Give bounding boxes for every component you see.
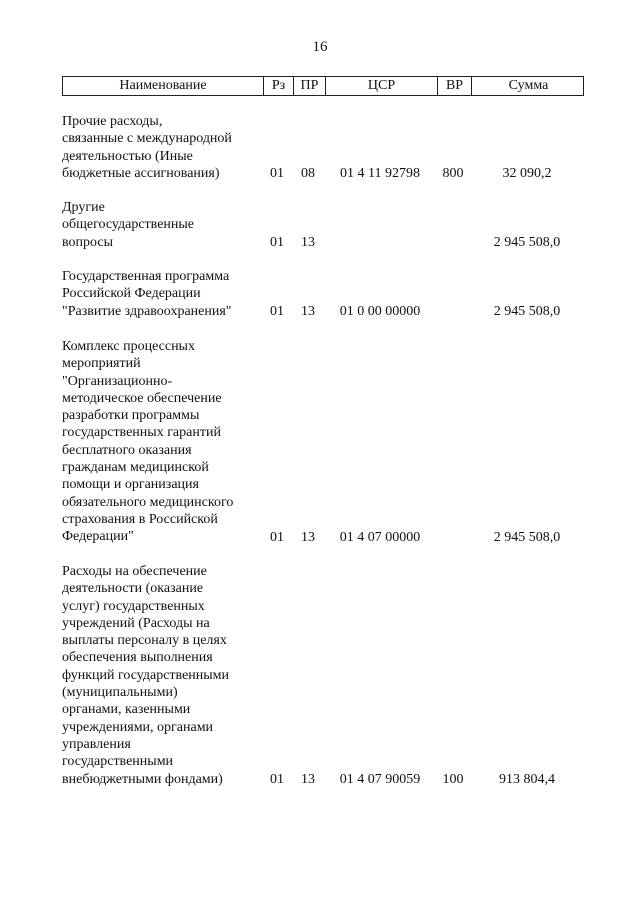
row-rz: 01 [270, 303, 284, 319]
row-name: Комплекс процессных мероприятий "Организационно- методическое обеспечение разработки программы государственных гарантий бесплатного оказания гражданам медицинской помощи и организация обязательного медицинского страхования в Российской Федерации" [62, 339, 234, 545]
header-csr: ЦСР [325, 77, 437, 95]
table-header [62, 76, 584, 96]
row-name: Другие общегосударственные вопросы [62, 200, 195, 250]
header-rz: Рз [263, 77, 293, 95]
row-rz: 01 [270, 234, 284, 250]
header-sum: Сумма [471, 77, 585, 95]
row-sum: 913 804,4 [499, 771, 555, 787]
row-name: Прочие расходы, связанные с международной деятельностью (Иные бюджетные ассигнования) [62, 114, 232, 181]
page-number: 16 [312, 39, 328, 55]
header-vr: ВР [437, 77, 471, 95]
row-pr: 13 [301, 529, 315, 545]
row-vr: 100 [442, 771, 464, 787]
row-sum: 2 945 508,0 [493, 303, 561, 319]
header-name: Наименование [119, 78, 207, 93]
row-sum: 2 945 508,0 [493, 529, 561, 545]
table-row [62, 563, 584, 788]
header-pr: ПР [293, 77, 325, 95]
row-pr: 08 [301, 165, 315, 181]
row-rz: 01 [270, 771, 284, 787]
table-row [62, 199, 584, 251]
row-vr: 800 [442, 165, 464, 181]
row-rz: 01 [270, 529, 284, 545]
row-csr: 01 4 07 90059 [339, 771, 421, 787]
row-name: Расходы на обеспечение деятельности (оказание услуг) государственных учреждений (Расходы на выплаты персоналу в целях обеспечения выполнения функций государственными (муниципальными) органами, казенными учреждениями, органами управления государственными внебюджетными фондами) [62, 564, 230, 787]
row-pr: 13 [301, 234, 315, 250]
table-row [62, 338, 584, 546]
row-csr: 01 0 00 00000 [339, 303, 421, 319]
row-pr: 13 [301, 303, 315, 319]
row-sum: 32 090,2 [502, 165, 552, 181]
row-csr: 01 4 11 92798 [340, 165, 420, 181]
row-rz: 01 [270, 165, 284, 181]
row-csr: 01 4 07 00000 [339, 529, 421, 545]
row-pr: 13 [301, 771, 315, 787]
row-sum: 2 945 508,0 [493, 234, 561, 250]
row-name: Государственная программа Российской Федерации "Развитие здравоохранения" [62, 269, 232, 319]
table-row [62, 113, 584, 182]
table-row [62, 268, 584, 320]
